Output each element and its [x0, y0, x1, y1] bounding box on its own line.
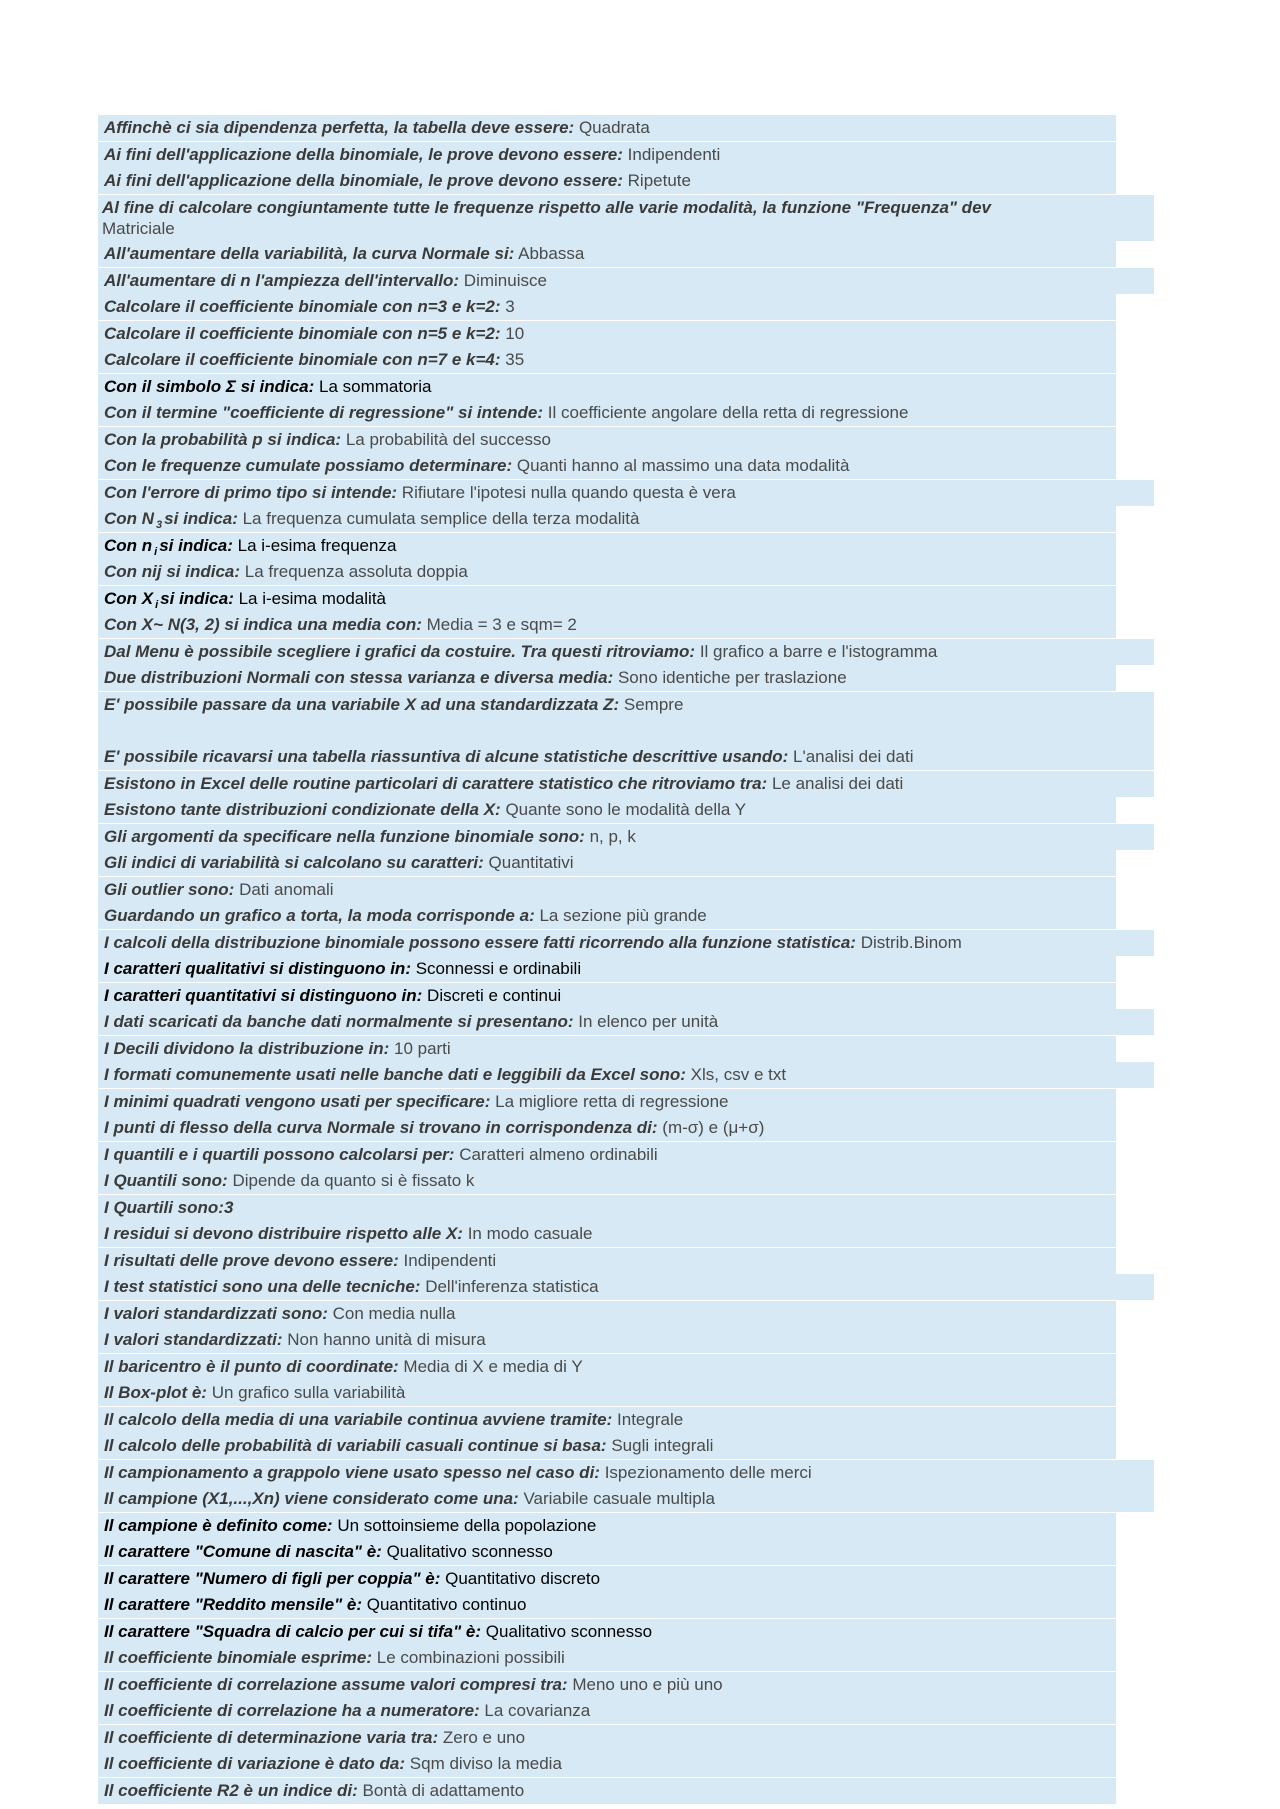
question-text: I punti di flesso della curva Normale si trovano in corrispondenza di:: [104, 1118, 658, 1137]
answer-text: Ispezionamento delle merci: [604, 1462, 812, 1482]
table-row: [98, 1513, 1116, 1539]
question-text: Il campione è definito come:: [104, 1515, 333, 1535]
table-row: [98, 168, 1116, 194]
table-row: [98, 321, 1116, 347]
table-row: [98, 692, 1154, 744]
table-row: [98, 1433, 1116, 1459]
question-text: I Quantili sono:: [104, 1171, 228, 1190]
answer-text: Il grafico a barre e l'istogramma: [699, 641, 938, 661]
table-row: [98, 1248, 1116, 1274]
question-text: Con il simbolo Σ si indica:: [104, 376, 315, 396]
table-row: [98, 639, 1154, 665]
question-text: E' possibile ricavarsi una tabella riassuntiva di alcune statistiche descrittive usando:: [104, 747, 789, 766]
answer-text: Quantitativi: [488, 853, 574, 872]
table-row: [98, 1407, 1116, 1433]
question-text: I dati scaricati da banche dati normalmente si presentano:: [104, 1012, 574, 1031]
question-text: I quantili e i quartili possono calcolarsi per:: [104, 1144, 455, 1164]
answer-text: Sono identiche per traslazione: [617, 668, 847, 687]
answer-text: In modo casuale: [467, 1224, 593, 1243]
question-text: I Quartili sono:3: [104, 1197, 234, 1217]
answer-text: Media = 3 e sqm= 2: [426, 615, 577, 634]
answer-text: Le combinazioni possibili: [376, 1648, 565, 1667]
table-row: [98, 824, 1154, 850]
question-text: Con il termine "coefficiente di regressione" si intende:: [104, 403, 544, 422]
answer-text: La i-esima frequenza: [237, 535, 397, 555]
answer-text: Ripetute: [627, 171, 691, 190]
table-row: [98, 1539, 1116, 1565]
question-text: I Decili dividono la distribuzione in:: [104, 1038, 390, 1058]
question-text: Con nij si indica:: [104, 562, 241, 581]
answer-text: 10: [505, 323, 525, 343]
table-row: [98, 1301, 1116, 1327]
question-text: Ai fini dell'applicazione della binomiale, le prove devono essere:: [104, 171, 623, 190]
answer-text: (m-σ) e (μ+σ): [662, 1118, 765, 1137]
table-row: [98, 1062, 1154, 1088]
answer-text: La migliore retta di regressione: [495, 1091, 729, 1111]
question-text: Al fine di calcolare congiuntamente tutte le frequenze rispetto alle varie modalità, la funzione "Frequenza" dev: [102, 197, 991, 217]
answer-text: Caratteri almeno ordinabili: [459, 1144, 658, 1164]
answer-text: Indipendenti: [627, 144, 721, 164]
answer-text: Variabile casuale multipla: [523, 1489, 715, 1508]
quiz-table: [98, 115, 1154, 1804]
answer-text: Quante sono le modalità della Y: [505, 800, 747, 819]
answer-text: Quantitativo continuo: [366, 1595, 527, 1614]
question-text: Il Box-plot è:: [104, 1383, 207, 1402]
question-text: I formati comunemente usati nelle banche dati e leggibili da Excel sono:: [104, 1065, 686, 1084]
table-row: [98, 612, 1116, 638]
answer-text: Meno uno e più uno: [572, 1674, 723, 1694]
answer-text: Rifiutare l'ipotesi nulla quando questa è vera: [401, 482, 736, 502]
answer-text: La frequenza assoluta doppia: [244, 562, 468, 581]
question-text: Il coefficiente R2 è un indice di:: [104, 1780, 358, 1800]
question-text: Con X~ N(3, 2) si indica una media con:: [104, 615, 422, 634]
table-row: [98, 1486, 1154, 1512]
question-text: Con N $_3$ si indica:: [104, 509, 238, 532]
question-text: I risultati delle prove devono essere:: [104, 1250, 399, 1270]
question-text: Esistono in Excel delle routine particolari di carattere statistico che ritroviamo tra:: [104, 773, 768, 793]
question-text: Calcolare il coefficiente binomiale con n=3 e k=2:: [104, 297, 501, 316]
question-text: I minimi quadrati vengono usati per specificare:: [104, 1091, 491, 1111]
table-row: [98, 506, 1116, 532]
question-text: Il baricentro è il punto di coordinate:: [104, 1356, 399, 1376]
question-text: Il coefficiente di variazione è dato da:: [104, 1754, 406, 1773]
answer-text: Diminuisce: [463, 270, 547, 290]
answer-text: Sconnessi e ordinabili: [415, 959, 582, 978]
table-row: [98, 1380, 1116, 1406]
question-text: Gli indici di variabilità si calcolano su caratteri:: [104, 853, 484, 872]
question-text: Gli outlier sono:: [104, 879, 235, 899]
question-text: Affinchè ci sia dipendenza perfetta, la tabella deve essere:: [104, 118, 575, 137]
question-text: Il campionamento a grappolo viene usato spesso nel caso di:: [104, 1462, 600, 1482]
answer-text: La frequenza cumulata semplice della terza modalità: [242, 509, 640, 528]
table-row: [98, 294, 1116, 320]
question-text: I residui si devono distribuire rispetto alle X:: [104, 1224, 463, 1243]
table-row: [98, 850, 1116, 876]
question-text: Guardando un grafico a torta, la moda corrisponde a:: [104, 906, 535, 925]
table-row: [98, 268, 1154, 294]
question-text: I valori standardizzati:: [104, 1330, 283, 1349]
question-text: Con n $_i$ si indica:: [104, 535, 233, 558]
answer-text: 35: [505, 350, 525, 369]
table-row: [98, 930, 1154, 956]
answer-text: Zero e uno: [442, 1727, 526, 1747]
table-row: [98, 400, 1116, 426]
table-row: [98, 983, 1116, 1009]
question-text: Il calcolo delle probabilità di variabili casuali continue si basa:: [104, 1436, 607, 1455]
table-row: [98, 744, 1154, 770]
table-row: [98, 1619, 1116, 1645]
answer-text: Distrib.Binom: [860, 932, 962, 952]
question-text: Con la probabilità p si indica:: [104, 429, 342, 449]
table-row: [98, 1751, 1116, 1777]
answer-text: Non hanno unità di misura: [287, 1330, 486, 1349]
answer-text: Qualitativo sconnesso: [386, 1542, 553, 1561]
question-text: Due distribuzioni Normali con stessa varianza e diversa media:: [104, 668, 614, 687]
table-row: [98, 1221, 1116, 1247]
answer-text: Quanti hanno al massimo una data modalità: [516, 456, 850, 475]
question-text: Il carattere "Comune di nascita" è:: [104, 1542, 382, 1561]
question-text: All'aumentare della variabilità, la curva Normale si:: [104, 244, 515, 263]
table-row: [98, 1274, 1154, 1300]
answer-text: Quantitativo discreto: [445, 1568, 601, 1588]
table-row: [98, 586, 1116, 612]
table-row: [98, 1327, 1116, 1353]
table-row: [98, 903, 1116, 929]
answer-text: L'analisi dei dati: [793, 747, 914, 766]
table-row: [98, 533, 1116, 559]
table-row: [98, 1592, 1116, 1618]
answer-text: Abbassa: [518, 244, 585, 263]
answer-text: Media di X e media di Y: [403, 1356, 583, 1376]
answer-text: Dati anomali: [239, 879, 334, 899]
table-row: [98, 1168, 1116, 1194]
answer-text: Un sottoinsieme della popolazione: [337, 1515, 597, 1535]
answer-text: Sqm diviso la media: [409, 1754, 562, 1773]
question-text: Con l'errore di primo tipo si intende:: [104, 482, 398, 502]
table-row: [98, 347, 1116, 373]
question-text: Il coefficiente di correlazione ha a numeratore:: [104, 1701, 480, 1720]
answer-text: Con media nulla: [332, 1303, 456, 1323]
question-text: Dal Menu è possibile scegliere i grafici da costuire. Tra questi ritroviamo:: [104, 641, 696, 661]
table-row: [98, 1672, 1116, 1698]
question-text: Il carattere "Squadra di calcio per cui si tifa" è:: [104, 1621, 482, 1641]
table-row: [98, 427, 1116, 453]
question-text: I calcoli della distribuzione binomiale possono essere fatti ricorrendo alla funzione statistica:: [104, 932, 856, 952]
question-text: I valori standardizzati sono:: [104, 1303, 328, 1323]
question-text: I caratteri qualitativi si distinguono in:: [104, 959, 411, 978]
question-text: All'aumentare di n l'ampiezza dell'intervallo:: [104, 270, 460, 290]
answer-text: Bontà di adattamento: [362, 1780, 525, 1800]
question-text: Il campione (X1,...,Xn) viene considerato come una:: [104, 1489, 519, 1508]
question-text: Il coefficiente di determinazione varia tra:: [104, 1727, 439, 1747]
question-text: Il coefficiente di correlazione assume valori compresi tra:: [104, 1674, 568, 1694]
answer-text: La probabilità del successo: [345, 429, 551, 449]
answer-text: La sommatoria: [319, 376, 432, 396]
answer-text: Integrale: [617, 1409, 684, 1429]
table-row: [98, 1460, 1154, 1486]
question-text: Il carattere "Reddito mensile" è:: [104, 1595, 362, 1614]
answer-text: n, p, k: [589, 826, 636, 846]
table-row: [98, 665, 1116, 691]
answer-text: 10 parti: [393, 1038, 451, 1058]
answer-text: Discreti e continui: [427, 985, 562, 1005]
table-row: [98, 115, 1116, 141]
table-row: [98, 1036, 1116, 1062]
question-text: Il carattere "Numero di figli per coppia" è:: [104, 1568, 441, 1588]
table-row: [98, 1195, 1116, 1221]
table-row: [98, 1354, 1116, 1380]
table-row: [98, 142, 1116, 168]
answer-text: Un grafico sulla variabilità: [211, 1383, 406, 1402]
table-row: [98, 1009, 1154, 1035]
question-text: Calcolare il coefficiente binomiale con n=5 e k=2:: [104, 323, 501, 343]
answer-text: Sugli integrali: [611, 1436, 714, 1455]
question-text: I caratteri quantitativi si distinguono in:: [104, 985, 423, 1005]
answer-text: La i-esima modalità: [238, 588, 386, 608]
answer-text: Matriciale: [102, 218, 175, 238]
question-text: Gli argomenti da specificare nella funzione binomiale sono:: [104, 826, 585, 846]
question-text: E' possibile passare da una variabile X ad una standardizzata Z:: [104, 694, 620, 714]
table-row: [98, 1142, 1116, 1168]
table-row: [98, 559, 1116, 585]
table-row: [98, 241, 1116, 267]
answer-text: Dell'inferenza statistica: [425, 1277, 599, 1296]
answer-text: Le analisi dei dati: [771, 773, 904, 793]
table-row: [98, 1778, 1116, 1804]
table-row: [98, 1698, 1116, 1724]
question-text: Con X $_i$ si indica:: [104, 588, 234, 611]
answer-text: La covarianza: [484, 1701, 591, 1720]
answer-text: Quadrata: [578, 118, 650, 137]
table-row: [98, 1115, 1116, 1141]
question-text: Con le frequenze cumulate possiamo determinare:: [104, 456, 513, 475]
table-row: [98, 1566, 1116, 1592]
answer-text: 3: [505, 297, 515, 316]
question-text: Il coefficiente binomiale esprime:: [104, 1648, 372, 1667]
answer-text: Il coefficiente angolare della retta di regressione: [547, 403, 909, 422]
table-row: [98, 797, 1116, 823]
question-text: Esistono tante distribuzioni condizionate della X:: [104, 800, 501, 819]
answer-text: Xls, csv e txt: [690, 1065, 787, 1084]
table-row: [98, 453, 1116, 479]
answer-text: Sempre: [623, 694, 684, 714]
table-row: [98, 877, 1116, 903]
table-row: [98, 374, 1116, 400]
question-text: Ai fini dell'applicazione della binomiale, le prove devono essere:: [104, 144, 623, 164]
table-row: [98, 480, 1154, 506]
answer-text: In elenco per unità: [578, 1012, 719, 1031]
table-row: [98, 956, 1116, 982]
table-row: [98, 771, 1154, 797]
table-row: [98, 1089, 1116, 1115]
table-row: [98, 1645, 1116, 1671]
table-row: [98, 195, 1154, 241]
answer-text: Qualitativo sconnesso: [485, 1621, 653, 1641]
question-text: Calcolare il coefficiente binomiale con n=7 e k=4:: [104, 350, 501, 369]
answer-text: Dipende da quanto si è fissato k: [232, 1171, 475, 1190]
table-row: [98, 1725, 1116, 1751]
answer-text: La sezione più grande: [539, 906, 707, 925]
answer-text: Indipendenti: [403, 1250, 497, 1270]
question-text: I test statistici sono una delle tecniche:: [104, 1277, 421, 1296]
question-text: Il calcolo della media di una variabile continua avviene tramite:: [104, 1409, 613, 1429]
